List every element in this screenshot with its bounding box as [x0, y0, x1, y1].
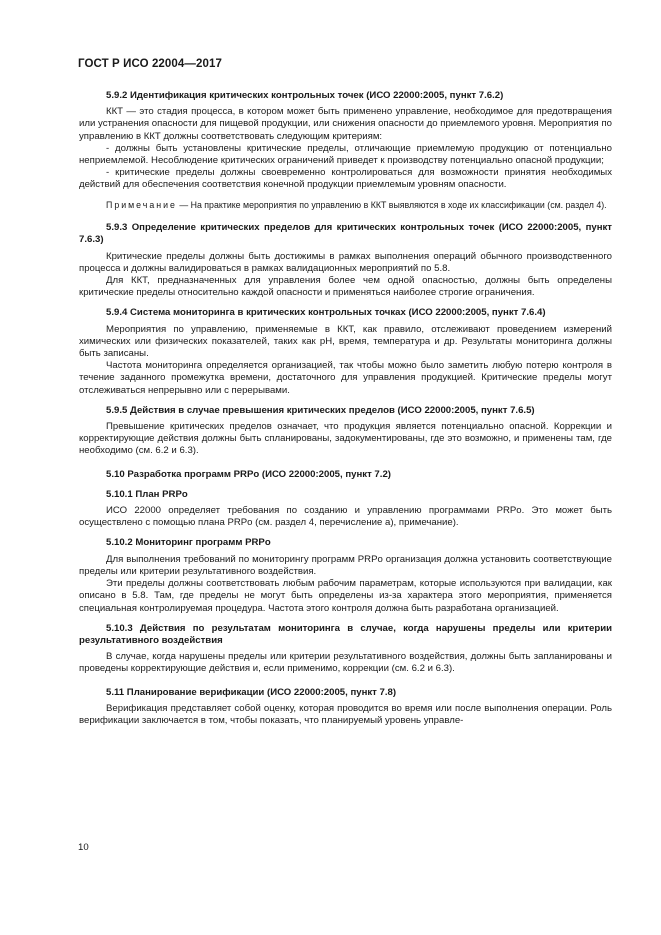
list-item: - должны быть установлены критические пределы, отличающие приемлемую продукцию от потенциально неприемлемой. Несоблюдение критических ограничений приведет к производству потенциально опасной продукции; [79, 142, 612, 167]
document-body [79, 90, 612, 727]
section-5-10-3-heading: 5.10.3 Действия по результатам мониторинга в случае, когда нарушены пределы или критерии результативного воздействия [79, 622, 612, 646]
paragraph: Мероприятия по управлению, применяемые в ККТ, как правило, отслеживают проведением измерений химических или физических показателей, таких как pH, время, температура и др. Результаты мониторинга должны быть записаны. [79, 323, 612, 360]
section-5-11-heading: 5.11 Планирование верификации (ИСО 22000:2005, пункт 7.8) [106, 686, 397, 698]
section-5-10-heading: 5.10 Разработка программ PRPо (ИСО 22000:2005, пункт 7.2) [106, 468, 391, 480]
paragraph: ККТ — это стадия процесса, в котором может быть применено управление, необходимое для предотвращения или устранения опасности для пищевой продукции, или снижения опасности до приемлемого уровня. Мероприятия по управлению в ККТ должны соответствовать следующим критериям: [79, 106, 612, 142]
paragraph: Для ККТ, предназначенных для управления более чем одной опасностью, должны быть определены критические пределы относительно каждой опасности и применяться наиболее строгие ограничения. [79, 275, 612, 299]
section-5-10-1-heading: 5.10.1 План PRPо [106, 488, 188, 500]
paragraph: ИСО 22000 определяет требования по созданию и управлению программами PRPо. Это может быть осуществлено с помощью плана PRPо (см. раздел 4, перечисление а), примечание). [79, 505, 612, 529]
paragraph: Эти пределы должны соответствовать любым рабочим параметрам, которые используются при валидации, как описано в 5.8. Там, где пределы не могут быть определены из-за характера этого мероприятия, применяется специальная контролируемая процедура. Частота этого контроля должна быть разработана организацией. [79, 578, 612, 614]
section-5-9-2-heading: 5.9.2 Идентификация критических контрольных точек (ИСО 22000:2005, пункт 7.6.2) [106, 90, 504, 101]
paragraph: Частота мониторинга определяется организацией, так чтобы можно было заметить любую потерю контроля в течение заданного промежутка времени, достаточного для управления продукцией. Критические пределы могут отслеживаться непрерывно или с перерывами. [79, 360, 612, 396]
paragraph: Для выполнения требований по мониторингу программ PRPо организация должна установить соответствующие пределы или критерии результативного воздействия. [79, 553, 612, 577]
note-text: — На практике мероприятия по управлению в ККТ выявляются в ходе их классификации (см. раздел 4). [176, 199, 607, 210]
section-5-9-4-heading: 5.9.4 Система мониторинга в критических контрольных точках (ИСО 22000:2005, пункт 7.6.4) [106, 307, 546, 319]
section-5-9-5-heading: 5.9.5 Действия в случае превышения критических пределов (ИСО 22000:2005, пункт 7.6.5) [106, 404, 535, 416]
paragraph: Превышение критических пределов означает, что продукция является потенциально опасной. Коррекции и корректирующие действия должны быть спланированы, задокументированы, где это возможно, и применены там, где необходимо (см. 6.2 и 6.3). [79, 421, 612, 457]
page-number: 10 [78, 842, 89, 853]
section-5-9-3-heading: 5.9.3 Определение критических пределов для критических контрольных точек (ИСО 22000:2005, пункт 7.6.3) [79, 222, 612, 246]
note [79, 200, 612, 212]
document-header: ГОСТ Р ИСО 22004—2017 [78, 58, 223, 70]
paragraph: В случае, когда нарушены пределы или критерии результативного воздействия, должны быть запланированы и проведены корректирующие действия и, если применимо, коррекции (см. 6.2 и 6.3). [79, 651, 612, 675]
list-item: - критические пределы должны своевременно контролироваться для возможности принятия необходимых действий для обеспечения соответствия конечной продукции приемлемым уровням опасности. [79, 167, 612, 191]
note-label: Примечание [106, 199, 177, 210]
paragraph: Критические пределы должны быть достижимы в рамках выполнения операций обычного производственного процесса и должны валидироваться в рамках валидационных мероприятий по 5.8. [79, 250, 612, 274]
paragraph: Верификация представляет собой оценку, которая проводится во время или после выполнения операции. Роль верификации заключается в том, чтобы показать, что планируемый уровень управле- [79, 702, 612, 726]
section-5-10-2-heading: 5.10.2 Мониторинг программ PRPо [106, 537, 271, 549]
